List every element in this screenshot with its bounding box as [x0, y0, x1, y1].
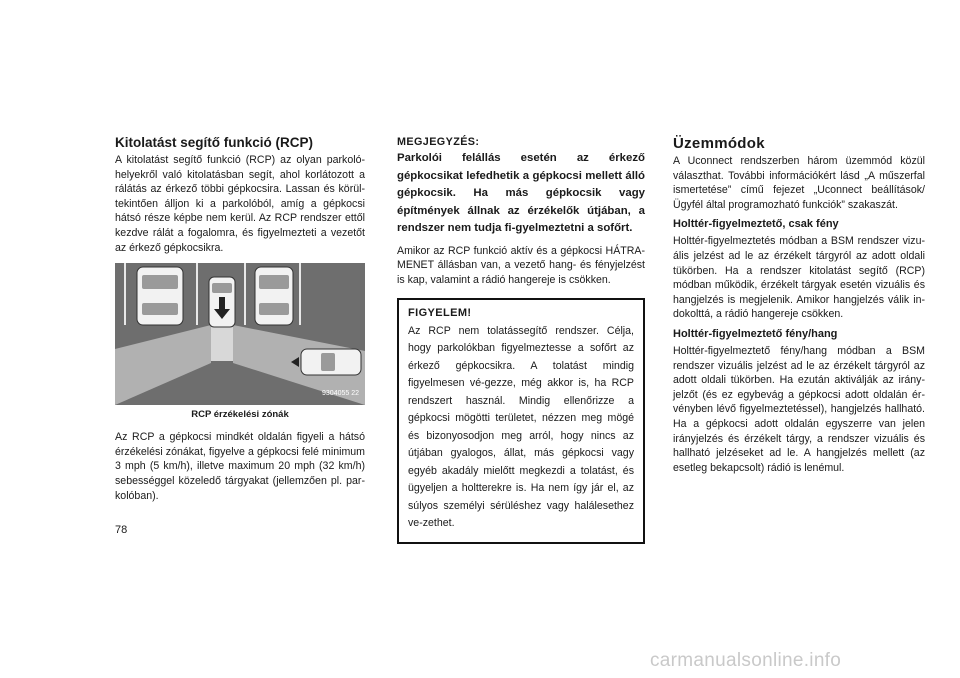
note-label: MEGJEGYZÉS:: [397, 136, 480, 148]
rcp-heading: Kitolatást segítő funkció (RCP): [115, 135, 314, 150]
modes-intro-paragraph: A Uconnect rendszerben három üzemmód közül választhat. További információkért lásd „A műszerfal ismertetése” című fejezet „Uconnect beállítások/ Ügyfél által programozható funkciók” szakaszát.: [673, 155, 925, 211]
light-sound-paragraph: Holttér-figyelmeztető fény/hang módban a BSM rendszer vizuális jelzést ad le az érzékelt tárgyról az adott oldali tükörben. Ha ezután aktiválják az irány-jelzőt (és ez egybevág a gépkocsi adott oldalán ér-vényben lévő figyelmeztetéssel), hangjelzés hallható. Ha a gépkocsi adott oldalán egyszerre van jelen irányjelzés és érzékelt tárgy, a rendszer vizuális és hallható jelzéseket ad le. A hangjelzés mellett (az esetleg bekapcsolt) rádió is lenémul.: [673, 344, 925, 474]
light-sound-subheading: Holttér-figyelmeztető fény/hang: [673, 327, 838, 340]
page-number: 78: [115, 524, 128, 536]
middle-column: [397, 135, 645, 544]
warning-text: Az RCP nem tolatássegítő rendszer. Célja, hogy parkolókban figyelmeztesse a sofőrt az érkező gépkocsikra. A tolatást mindig figyelmesen vé-gezze, még akkor is, ha RCP rendszert használ. Mindig ellenőrizze a gépkocsi mögötti területet, nézzen meg mögé és bizonyosodjon meg arról, hogy nincs az útjában gyalogos, állat, más gépkocsi vagy egyéb akadály mielőtt megkezdi a tolatást, és ügyeljen a holtterekre is. Ha nem így jár el, az súlyos személyi sérüléshez vagy halálesethez ve-zethet.: [408, 324, 634, 530]
note-text: Parkolói felállás esetén az érkező gépkocsikat lefedhetik a gépkocsi mellett álló gépkocsik. Ha más gépkocsik vagy építmények állnak az érzékelők útjában, a rendszer nem tudja fi-gyelmeztetni a sofőrt.: [397, 152, 645, 234]
light-only-subheading: Holttér-figyelmeztető, csak fény: [673, 218, 839, 231]
left-column: [115, 135, 365, 503]
figure-caption: RCP érzékelési zónák: [191, 409, 289, 421]
warning-box: [397, 298, 645, 544]
watermark: carmanualsonline.info: [650, 650, 842, 671]
rcp-active-paragraph: Amikor az RCP funkció aktív és a gépkocsi HÁTRA-MENET állásban van, a vezető hang- és fényjelzést is kap, valamint a rádió hangereje is csökken.: [397, 244, 645, 286]
rcp-intro-paragraph: A kitolatást segítő funkció (RCP) az olyan parkoló-helyekről való kitolatásban segít, ahol korlátozott a rálátás az érkező többi gépkocsira. Lassan és körül-tekintően álljon ki a parkolóból, amíg a gépkocsi hátsó része képbe nem kerül. Az RCP rendszer ettől kezdve rálát a fogalomra, és figyelmezteti a vezetőt az érkező gépkocsikra.: [115, 154, 365, 254]
rcp-zones-figure: [115, 263, 365, 405]
figure-code: 9304055 22: [322, 389, 359, 397]
right-column: [673, 135, 925, 475]
rcp-zones-paragraph: Az RCP a gépkocsi mindkét oldalán figyeli a hátsó érzékelési zónákat, figyelve a gépkocsi felé minimum 3 mph (5 km/h), illetve maximum 20 mph (32 km/h) sebességgel közeledő tárgyakat (jellemzően pl. par-kolóban).: [115, 431, 365, 502]
warning-title: FIGYELEM!: [408, 307, 472, 320]
modes-heading: Üzemmódok: [673, 135, 765, 152]
parking-illustration: [115, 263, 365, 405]
light-only-paragraph: Holttér-figyelmeztetés módban a BSM rendszer vizu-ális jelzést ad le az érzékelt tárgyról az adott oldali tükörben. Ha a rendszer kitolatást segítő (RCP) módban működik, érzékelt tárgyak esetén vizuális és hangjelzés is megjelenik. Amikor hangjelzés válik in-dokolttá, a rádió hangereje csökken.: [673, 235, 925, 321]
